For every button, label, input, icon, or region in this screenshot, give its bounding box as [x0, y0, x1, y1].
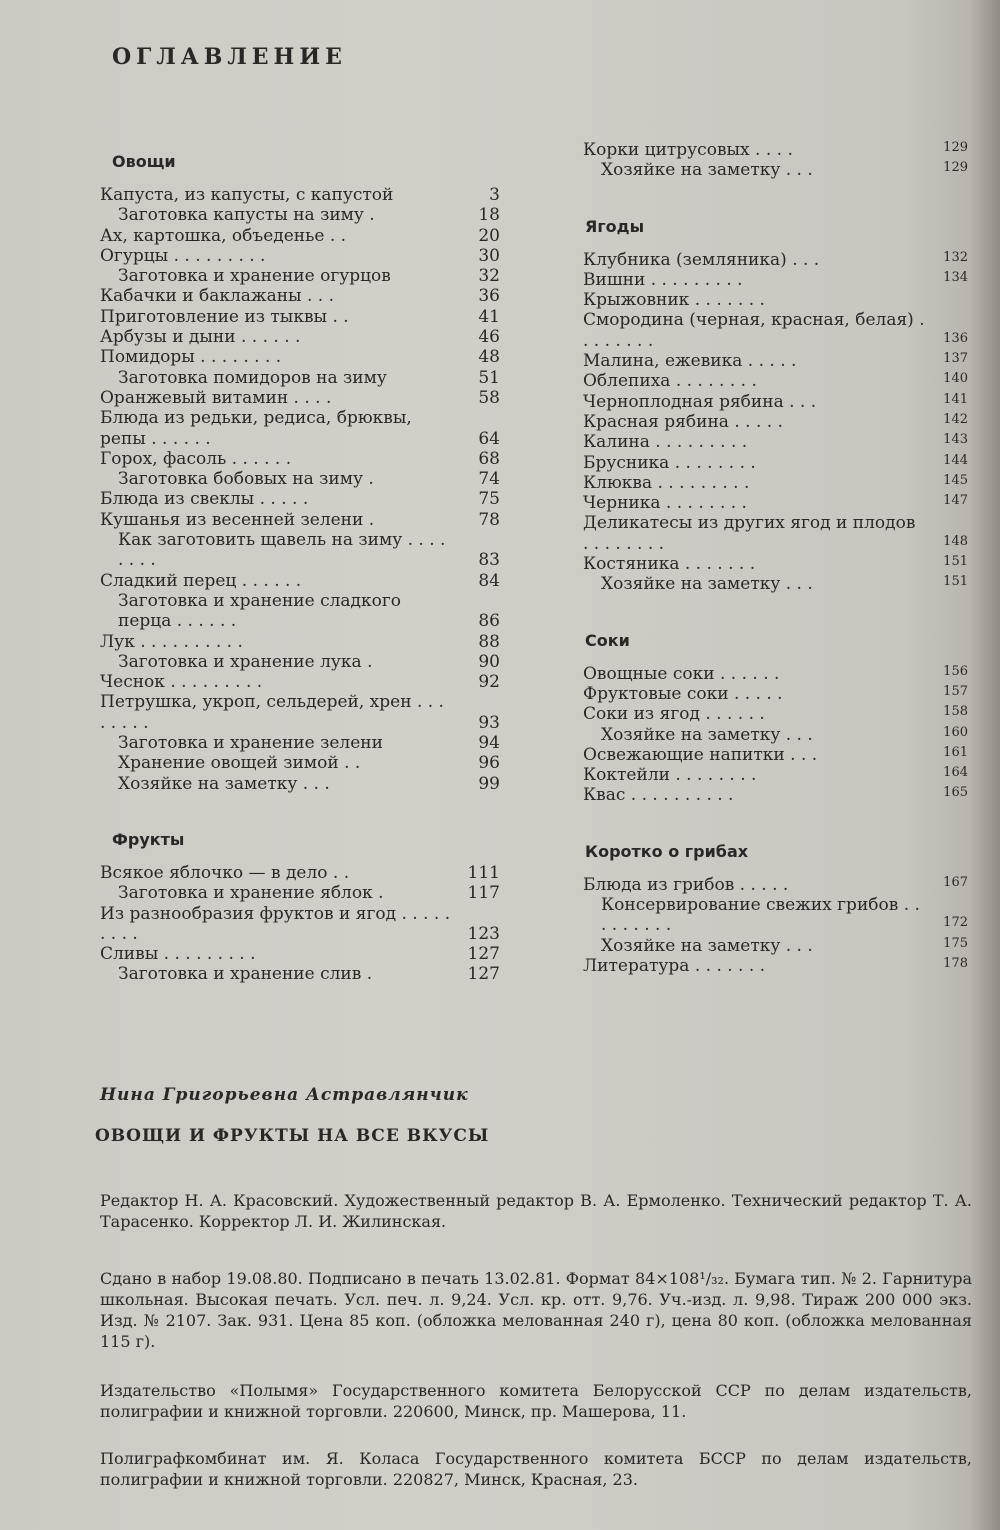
toc-entry-page: 46 [478, 327, 500, 348]
toc-entry [583, 704, 968, 724]
toc-entry [100, 733, 500, 753]
toc-entry-page: 178 [943, 955, 968, 971]
toc-entry-title: Крыжовник . . . . . . . [583, 290, 765, 311]
toc-entry [583, 270, 968, 290]
toc-entry-title: Смородина (черная, красная, белая) . . . . . . . . [583, 310, 925, 351]
toc-section-heading: Коротко о грибах [585, 841, 749, 861]
toc-entry-page: 58 [478, 387, 500, 408]
toc-entry-page: 158 [943, 704, 968, 720]
toc-entry-title: Хозяйке на заметку . . . [601, 160, 813, 181]
toc-entry [100, 205, 500, 225]
toc-entry [583, 412, 968, 432]
toc-section [583, 842, 968, 976]
toc-entry-title: Деликатесы из других ягод и плодов . . . . . . . . [583, 513, 916, 554]
toc-entry-page: 68 [478, 448, 500, 469]
toc-entry-page: 123 [467, 923, 500, 944]
toc-entry [583, 684, 968, 704]
toc-entry [100, 774, 500, 794]
toc-section-heading: Соки [585, 630, 630, 650]
toc-entry-title: Заготовка и хранение яблок . [118, 883, 384, 904]
toc-entry-page: 161 [943, 744, 968, 760]
toc-entry-title: Блюда из свеклы . . . . . [100, 489, 309, 510]
toc-entry-title: Вишни . . . . . . . . . [583, 269, 743, 290]
toc-entry [100, 632, 500, 652]
toc-entry-title: Малина, ежевика . . . . . [583, 351, 797, 372]
toc-entry-title: Хранение овощей зимой . . [118, 753, 361, 774]
toc-entry-title: Заготовка помидоров на зиму [118, 367, 387, 388]
toc-entry [100, 246, 500, 266]
toc-section-heading: Овощи [112, 152, 176, 171]
toc-entry-title: Блюда из редьки, редиса, брюквы, репы . . . . . . [100, 408, 412, 449]
toc-entry-title: Блюда из грибов . . . . . [583, 874, 789, 895]
toc-entry-page: 3 [489, 185, 500, 205]
printer-paragraph: Полиграфкомбинат им. Я. Коласа Государственного комитета БССР по делам издательств, полиграфии и книжной торговли. 220827, Минск, Красная, 23. [100, 1449, 972, 1489]
toc-entry [100, 571, 500, 591]
toc-entry-title: Хозяйке на заметку . . . [118, 773, 330, 794]
toc-entry-title: Коктейли . . . . . . . . [583, 765, 757, 786]
toc-section [583, 217, 968, 595]
toc-entry-page: 141 [943, 391, 968, 407]
toc-entry [583, 956, 968, 976]
toc-entry-page: 137 [943, 351, 968, 367]
toc-entry-title: Сладкий перец . . . . . . [100, 570, 302, 591]
toc-entry [100, 753, 500, 773]
toc-entry [583, 725, 968, 745]
toc-entry-page: 92 [478, 672, 500, 693]
toc-entry-page: 144 [943, 452, 968, 468]
toc-entry-title: Корки цитрусовых . . . . [583, 140, 793, 160]
toc-entry [100, 652, 500, 672]
toc-entry-title: Квас . . . . . . . . . . [583, 785, 734, 806]
toc-entry-page: 151 [943, 554, 968, 570]
toc-entry [583, 453, 968, 473]
toc-entry-page: 148 [943, 533, 968, 549]
toc-entry-title: Чеснок . . . . . . . . . [100, 672, 263, 693]
toc-entry [100, 286, 500, 306]
toc-entry [583, 392, 968, 412]
toc-entry-page: 93 [478, 712, 500, 733]
publisher-paragraph: Издательство «Полымя» Государственного комитета Белорусской ССР по делам издательств, полиграфии и книжной торговли. 220600, Минск, пр. Машерова, 11. [100, 1381, 972, 1421]
editors-paragraph: Редактор Н. А. Красовский. Художественный редактор В. А. Ермоленко. Технический редактор Т. А. Тарасенко. Корректор Л. И. Жилинская. [100, 1191, 972, 1231]
toc-entry-page: 143 [943, 432, 968, 448]
toc-entry-page: 129 [943, 140, 968, 155]
toc-entry [100, 469, 500, 489]
toc-entry-title: Заготовка бобовых на зиму . [118, 469, 374, 490]
toc-entry-title: Из разнообразия фруктов и ягод . . . . . . . . . [100, 903, 451, 944]
toc-entry-page: 147 [943, 493, 968, 509]
toc-entry [583, 290, 968, 310]
toc-entry-title: Освежающие напитки . . . [583, 744, 818, 765]
toc-entry [583, 351, 968, 371]
toc-entry-title: Консервирование свежих грибов . . . . . . . . . [601, 895, 920, 936]
toc-entry-page: 30 [478, 245, 500, 266]
toc-entry-page: 175 [943, 935, 968, 951]
toc-entry [100, 489, 500, 509]
toc-entry-title: Помидоры . . . . . . . . [100, 347, 282, 368]
toc-entry [100, 408, 500, 449]
toc-section-heading: Ягоды [585, 216, 645, 236]
toc-entry [100, 863, 500, 883]
toc-entry [583, 785, 968, 805]
toc-entry [100, 327, 500, 347]
toc-entry-page: 160 [943, 724, 968, 740]
toc-entry-page: 18 [478, 205, 500, 226]
toc-entry-page: 64 [478, 428, 500, 449]
toc-entry-title: Клюква . . . . . . . . . [583, 472, 750, 493]
toc-entry-page: 99 [478, 773, 500, 794]
toc-entry [100, 510, 500, 530]
toc-entry-title: Ах, картошка, объеденье . . [100, 225, 347, 246]
toc-entry-page: 164 [943, 765, 968, 781]
toc-entry-title: Хозяйке на заметку . . . [601, 935, 813, 956]
author-name: Нина Григорьевна Астравлянчик [100, 1085, 469, 1105]
toc-entry-title: Заготовка и хранение огурцов [118, 266, 391, 287]
toc-entry [100, 307, 500, 327]
toc-entry [100, 347, 500, 367]
toc-entry-page: 83 [478, 550, 500, 571]
toc-entry-page: 165 [943, 785, 968, 801]
toc-entry-page: 84 [478, 570, 500, 591]
toc-entry-page: 134 [943, 269, 968, 285]
toc-entry-title: Заготовка капусты на зиму . [118, 205, 375, 226]
toc-entry-title: Арбузы и дыни . . . . . . [100, 327, 301, 348]
toc-entry-title: Хозяйке на заметку . . . [601, 574, 813, 595]
toc-entry [100, 883, 500, 903]
toc-section [583, 140, 968, 181]
toc-section-heading: Фрукты [112, 829, 185, 849]
toc-entry [583, 875, 968, 895]
toc-entry-page: 167 [943, 874, 968, 890]
toc-right-column [583, 140, 968, 1012]
toc-entry-page: 74 [478, 469, 500, 490]
toc-entry-page: 156 [943, 663, 968, 679]
print-info-paragraph: Сдано в набор 19.08.80. Подписано в печать 13.02.81. Формат 84×108¹/₃₂. Бумага тип. № 2. Гарнитура школьная. Высокая печать. Усл. печ. л. 9,24. Усл. кр. отт. 9,76. Уч.-изд. л. 9,98. Тираж 200 000 экз. Изд. № 2107. Зак. 931. Цена 85 коп. (обложка мелованная 240 г), цена 80 коп. (обложка мелованная 115 г). [100, 1269, 972, 1351]
toc-entry-title: Капуста, из капусты, с капустой [100, 185, 394, 205]
toc-entry-title: Петрушка, укроп, сельдерей, хрен . . . . . . . . [100, 692, 444, 733]
toc-entry-page: 90 [478, 651, 500, 672]
toc-entry-page: 172 [943, 915, 968, 931]
toc-entry [583, 765, 968, 785]
toc-entry-title: Заготовка и хранение сладкого перца . . . . . . [118, 590, 402, 632]
toc-entry-page: 96 [478, 753, 500, 774]
toc-entry [100, 226, 500, 246]
toc-entry-title: Кушанья из весенней зелени . [100, 509, 375, 530]
toc-entry-page: 140 [943, 371, 968, 387]
toc-entry-page: 157 [943, 683, 968, 699]
toc-entry-page: 145 [943, 472, 968, 488]
toc-entry [583, 895, 968, 936]
toc-title: ОГЛАВЛЕНИЕ [112, 44, 347, 70]
toc-entry-page: 41 [478, 306, 500, 327]
toc-entry [583, 554, 968, 574]
toc-entry-title: Облепиха . . . . . . . . [583, 371, 757, 392]
toc-entry [583, 310, 968, 351]
toc-entry-title: Горох, фасоль . . . . . . [100, 448, 292, 469]
toc-entry-page: 94 [478, 733, 500, 754]
toc-entry [583, 513, 968, 554]
toc-entry-title: Соки из ягод . . . . . . [583, 704, 765, 725]
toc-entry-page: 111 [467, 862, 500, 883]
toc-entry-title: Фруктовые соки . . . . . [583, 683, 783, 704]
toc-entry-page: 129 [943, 160, 968, 176]
toc-entry-page: 127 [467, 964, 500, 985]
toc-entry-page: 32 [478, 266, 500, 287]
book-title: ОВОЩИ И ФРУКТЫ НА ВСЕ ВКУСЫ [95, 1126, 490, 1146]
toc-section [100, 152, 500, 794]
toc-entry-title: Литература . . . . . . . [583, 955, 766, 976]
toc-entry [583, 664, 968, 684]
toc-entry-title: Всякое яблочко — в дело . . [100, 862, 350, 883]
toc-entry-title: Кабачки и баклажаны . . . [100, 286, 334, 307]
toc-entry [100, 449, 500, 469]
toc-entry-title: Заготовка и хранение лука . [118, 651, 373, 672]
toc-entry [583, 473, 968, 493]
toc-entry [100, 964, 500, 984]
toc-entry [583, 160, 968, 180]
toc-entry-title: Черноплодная рябина . . . [583, 391, 817, 412]
toc-entry-title: Заготовка и хранение слив . [118, 964, 373, 985]
toc-entry-page: 78 [478, 509, 500, 530]
toc-entry-page: 48 [478, 347, 500, 368]
toc-entry-title: Оранжевый витамин . . . . [100, 387, 332, 408]
toc-entry-page: 51 [478, 367, 500, 388]
toc-entry-page: 20 [478, 225, 500, 246]
toc-entry-title: Хозяйке на заметку . . . [601, 724, 813, 745]
toc-entry [100, 904, 500, 945]
toc-entry [583, 371, 968, 391]
toc-entry [583, 493, 968, 513]
toc-entry-title: Огурцы . . . . . . . . . [100, 245, 266, 266]
toc-entry-title: Калина . . . . . . . . . [583, 432, 748, 453]
toc-entry [100, 388, 500, 408]
toc-entry-title: Костяника . . . . . . . [583, 554, 756, 575]
toc-entry [100, 692, 500, 733]
toc-entry-title: Красная рябина . . . . . [583, 411, 783, 432]
toc-entry-title: Черника . . . . . . . . [583, 493, 747, 514]
toc-entry-page: 75 [478, 489, 500, 510]
toc-entry-page: 142 [943, 411, 968, 427]
toc-entry [583, 574, 968, 594]
toc-entry [100, 591, 500, 632]
toc-entry-page: 36 [478, 286, 500, 307]
toc-entry-title: Брусника . . . . . . . . [583, 452, 756, 473]
toc-entry-title: Лук . . . . . . . . . . [100, 631, 243, 652]
toc-entry-page: 127 [467, 944, 500, 965]
toc-entry-page: 132 [943, 249, 968, 265]
toc-entry [583, 745, 968, 765]
toc-entry [583, 250, 968, 270]
toc-entry-title: Как заготовить щавель на зиму . . . . . . . . [118, 530, 446, 571]
toc-entry-title: Приготовление из тыквы . . [100, 306, 349, 327]
toc-entry-page: 86 [478, 611, 500, 632]
toc-entry-page: 136 [943, 330, 968, 346]
toc-section [583, 631, 968, 806]
toc-entry [100, 266, 500, 286]
toc-entry [100, 944, 500, 964]
toc-entry-page: 88 [478, 631, 500, 652]
toc-entry-page: 151 [943, 574, 968, 590]
toc-entry [583, 936, 968, 956]
toc-section [100, 830, 500, 985]
toc-entry-title: Сливы . . . . . . . . . [100, 944, 256, 965]
toc-entry-title: Заготовка и хранение зелени [118, 733, 383, 754]
toc-entry [100, 530, 500, 571]
toc-left-column [100, 152, 500, 1021]
toc-entry-title: Овощные соки . . . . . . [583, 663, 780, 684]
toc-entry [583, 432, 968, 452]
toc-entry [100, 185, 500, 205]
toc-entry [100, 672, 500, 692]
toc-entry-title: Клубника (земляника) . . . [583, 249, 820, 270]
toc-entry-page: 117 [467, 883, 500, 904]
toc-entry [583, 140, 968, 160]
toc-entry [100, 368, 500, 388]
